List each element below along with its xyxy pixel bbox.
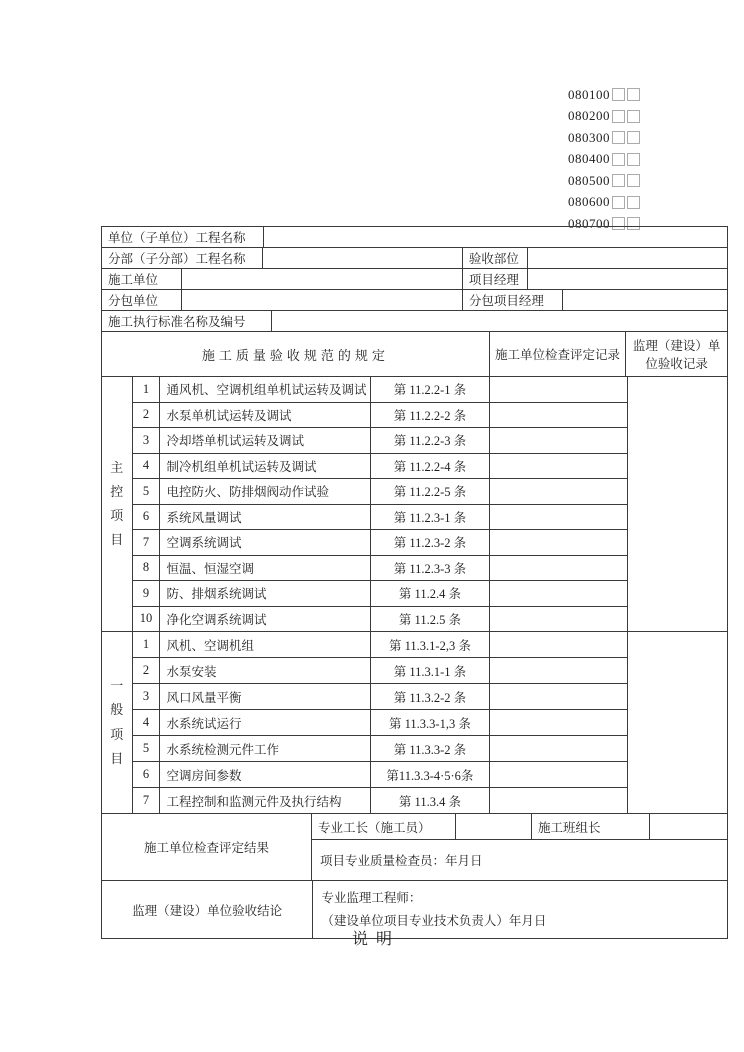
item-clause: 第 11.2.2-3 条 xyxy=(371,428,490,453)
code-text: 080200 xyxy=(568,108,610,124)
check-result-section xyxy=(102,814,727,881)
item-name: 水系统试运行 xyxy=(160,710,371,735)
code-text: 080400 xyxy=(568,151,610,167)
code-checkbox[interactable] xyxy=(627,110,640,123)
unit-project-name-value[interactable] xyxy=(264,227,728,247)
code-checkbox[interactable] xyxy=(627,88,640,101)
code-line xyxy=(568,192,640,214)
item-name: 恒温、恒湿空调 xyxy=(160,556,371,581)
supervisor-signature-line2: （建设单位项目专业技术负责人）年月日 xyxy=(321,913,547,928)
code-checkbox[interactable] xyxy=(612,88,625,101)
item-check-record-cell[interactable] xyxy=(490,658,627,683)
table-row xyxy=(133,762,627,788)
supervision-record-merged-cell[interactable] xyxy=(628,632,727,813)
table-row xyxy=(102,269,727,290)
item-check-record-cell[interactable] xyxy=(490,581,627,606)
item-clause: 第 11.2.4 条 xyxy=(371,581,490,606)
item-number: 8 xyxy=(133,556,161,581)
item-check-record-cell[interactable] xyxy=(490,556,627,581)
item-clause: 第11.3.3-4·5·6条 xyxy=(371,762,490,787)
table-row xyxy=(133,710,627,736)
item-number: 5 xyxy=(133,479,161,504)
item-clause: 第 11.2.2-4 条 xyxy=(371,454,490,479)
item-clause: 第 11.3.3-1,3 条 xyxy=(371,710,490,735)
item-check-record-cell[interactable] xyxy=(490,736,627,761)
table-row xyxy=(133,607,627,632)
code-text: 080100 xyxy=(568,86,610,102)
item-number: 10 xyxy=(133,607,161,632)
column-header-row xyxy=(102,332,727,377)
item-name: 通风机、空调机组单机试运转及调试 xyxy=(160,377,371,402)
table-row xyxy=(133,428,627,454)
item-number: 9 xyxy=(133,581,161,606)
acceptance-part-label: 验收部位 xyxy=(463,248,528,268)
code-text: 080600 xyxy=(568,194,610,210)
code-checkbox[interactable] xyxy=(612,153,625,166)
supervision-conclusion-label: 监理（建设）单位验收结论 xyxy=(102,881,313,938)
code-line xyxy=(568,106,640,128)
table-row xyxy=(102,227,727,248)
table-row xyxy=(133,684,627,710)
item-name: 电控防火、防排烟阀动作试验 xyxy=(160,479,371,504)
item-number: 6 xyxy=(133,762,161,787)
item-number: 4 xyxy=(133,710,161,735)
item-clause: 第 11.2.5 条 xyxy=(371,607,490,632)
item-check-record-cell[interactable] xyxy=(490,762,627,787)
inspector-signature-line: 项目专业质量检查员：年月日 xyxy=(320,854,483,868)
item-name: 空调房间参数 xyxy=(160,762,371,787)
item-number: 5 xyxy=(133,736,161,761)
item-number: 1 xyxy=(133,632,161,657)
project-info-section xyxy=(102,227,727,332)
item-clause: 第 11.3.1-1 条 xyxy=(371,658,490,683)
item-name: 防、排烟系统调试 xyxy=(160,581,371,606)
table-row xyxy=(133,505,627,531)
item-clause: 第 11.3.1-2,3 条 xyxy=(371,632,490,657)
code-checkbox[interactable] xyxy=(627,174,640,187)
item-check-record-cell[interactable] xyxy=(490,403,627,428)
item-number: 2 xyxy=(133,403,161,428)
main-control-items-block xyxy=(102,377,727,632)
table-row xyxy=(102,248,727,269)
supervision-record-merged-cell[interactable] xyxy=(628,377,727,631)
acceptance-part-value[interactable] xyxy=(528,248,727,268)
item-name: 系统风量调试 xyxy=(160,505,371,530)
code-text: 080500 xyxy=(568,172,610,188)
main-control-category-label: 主控项目 xyxy=(110,459,124,548)
item-clause: 第 11.3.4 条 xyxy=(371,788,490,813)
table-row xyxy=(102,311,727,332)
project-manager-label: 项目经理 xyxy=(463,269,528,289)
code-line xyxy=(568,84,640,106)
table-row xyxy=(133,403,627,429)
item-name: 水泵安装 xyxy=(160,658,371,683)
item-check-record-cell[interactable] xyxy=(490,632,627,657)
table-row xyxy=(133,530,627,556)
constructor-value[interactable] xyxy=(182,269,463,289)
item-number: 3 xyxy=(133,428,161,453)
item-check-record-cell[interactable] xyxy=(490,684,627,709)
acceptance-record-table xyxy=(101,226,728,939)
general-category-cell xyxy=(102,632,133,813)
table-row xyxy=(133,658,627,684)
table-row xyxy=(133,736,627,762)
supervisor-signature-line1: 专业监理工程师： xyxy=(321,891,422,905)
item-check-record-cell[interactable] xyxy=(490,788,627,813)
main-control-rows xyxy=(133,377,628,631)
item-name: 工程控制和监测元件及执行结构 xyxy=(160,788,371,813)
note-heading: 说明 xyxy=(351,931,400,948)
supervision-record-header: 监理（建设）单位验收记录 xyxy=(632,339,721,371)
item-check-record-cell[interactable] xyxy=(490,428,627,453)
subcontractor-label: 分包单位 xyxy=(102,290,182,310)
table-row xyxy=(133,556,627,582)
item-name: 空调系统调试 xyxy=(160,530,371,555)
execution-standard-label: 施工执行标准名称及编号 xyxy=(102,311,272,331)
unit-project-name-label: 单位（子单位）工程名称 xyxy=(102,227,264,247)
item-clause: 第 11.3.2-2 条 xyxy=(371,684,490,709)
item-name: 冷却塔单机试运转及调试 xyxy=(160,428,371,453)
code-checkbox[interactable] xyxy=(612,110,625,123)
item-clause: 第 11.2.2-2 条 xyxy=(371,403,490,428)
crew-leader-signature-cell[interactable] xyxy=(650,814,727,839)
code-checkbox[interactable] xyxy=(627,196,640,209)
code-checkbox[interactable] xyxy=(612,196,625,209)
table-row xyxy=(133,479,627,505)
item-number: 7 xyxy=(133,530,161,555)
table-row xyxy=(133,632,627,658)
item-name: 水系统检测元件工作 xyxy=(160,736,371,761)
item-name: 净化空调系统调试 xyxy=(160,607,371,632)
branch-project-name-value[interactable] xyxy=(263,248,462,268)
item-clause: 第 11.3.3-2 条 xyxy=(371,736,490,761)
item-check-record-cell[interactable] xyxy=(490,710,627,735)
general-category-label: 一般项目 xyxy=(110,678,124,766)
code-line xyxy=(568,127,640,149)
item-clause: 第 11.2.3-2 条 xyxy=(371,530,490,555)
subcontractor-value[interactable] xyxy=(182,290,463,310)
item-check-record-cell[interactable] xyxy=(490,479,627,504)
item-name: 水泵单机试运转及调试 xyxy=(160,403,371,428)
item-clause: 第 11.2.2-1 条 xyxy=(371,377,490,402)
code-text: 080300 xyxy=(568,129,610,145)
item-number: 2 xyxy=(133,658,161,683)
item-check-record-cell[interactable] xyxy=(490,377,627,402)
item-clause: 第 11.2.3-1 条 xyxy=(371,505,490,530)
regulation-header: 施工质量验收规范的规定 xyxy=(102,332,490,376)
general-items-block xyxy=(102,632,727,814)
item-check-record-cell[interactable] xyxy=(490,454,627,479)
check-result-label: 施工单位检查评定结果 xyxy=(102,814,312,880)
table-row xyxy=(102,290,727,311)
branch-project-name-label: 分部（子分部）工程名称 xyxy=(102,248,263,268)
execution-standard-value[interactable] xyxy=(272,311,727,331)
code-checkbox[interactable] xyxy=(627,153,640,166)
sub-project-manager-label: 分包项目经理 xyxy=(463,290,563,310)
item-number: 7 xyxy=(133,788,161,813)
item-number: 3 xyxy=(133,684,161,709)
foreman-signature-cell[interactable] xyxy=(456,814,532,839)
main-control-category-cell xyxy=(102,377,133,631)
item-check-record-cell[interactable] xyxy=(490,607,627,632)
code-text: 080700 xyxy=(568,215,610,231)
code-line xyxy=(568,170,640,192)
table-row xyxy=(133,377,627,403)
item-number: 1 xyxy=(133,377,161,402)
code-checkbox[interactable] xyxy=(612,131,625,144)
foreman-label: 专业工长（施工员） xyxy=(312,814,456,839)
table-row xyxy=(133,581,627,607)
inspector-signature-row xyxy=(312,840,727,880)
code-checkbox[interactable] xyxy=(612,174,625,187)
item-name: 制冷机组单机试运转及调试 xyxy=(160,454,371,479)
table-row xyxy=(133,454,627,480)
item-number: 6 xyxy=(133,505,161,530)
subdivision-code-list xyxy=(568,84,640,235)
code-line xyxy=(568,149,640,171)
item-number: 4 xyxy=(133,454,161,479)
constructor-label: 施工单位 xyxy=(102,269,182,289)
item-clause: 第 11.2.3-3 条 xyxy=(371,556,490,581)
item-name: 风机、空调机组 xyxy=(160,632,371,657)
item-check-record-cell[interactable] xyxy=(490,505,627,530)
general-rows xyxy=(133,632,628,813)
item-clause: 第 11.2.2-5 条 xyxy=(371,479,490,504)
check-result-content xyxy=(312,814,727,880)
signature-row xyxy=(312,814,727,840)
project-manager-value[interactable] xyxy=(528,269,727,289)
check-record-header: 施工单位检查评定记录 xyxy=(490,332,627,376)
crew-leader-label: 施工班组长 xyxy=(532,814,650,839)
sub-project-manager-value[interactable] xyxy=(563,290,727,310)
table-row xyxy=(133,788,627,813)
item-name: 风口风量平衡 xyxy=(160,684,371,709)
item-check-record-cell[interactable] xyxy=(490,530,627,555)
code-checkbox[interactable] xyxy=(627,131,640,144)
